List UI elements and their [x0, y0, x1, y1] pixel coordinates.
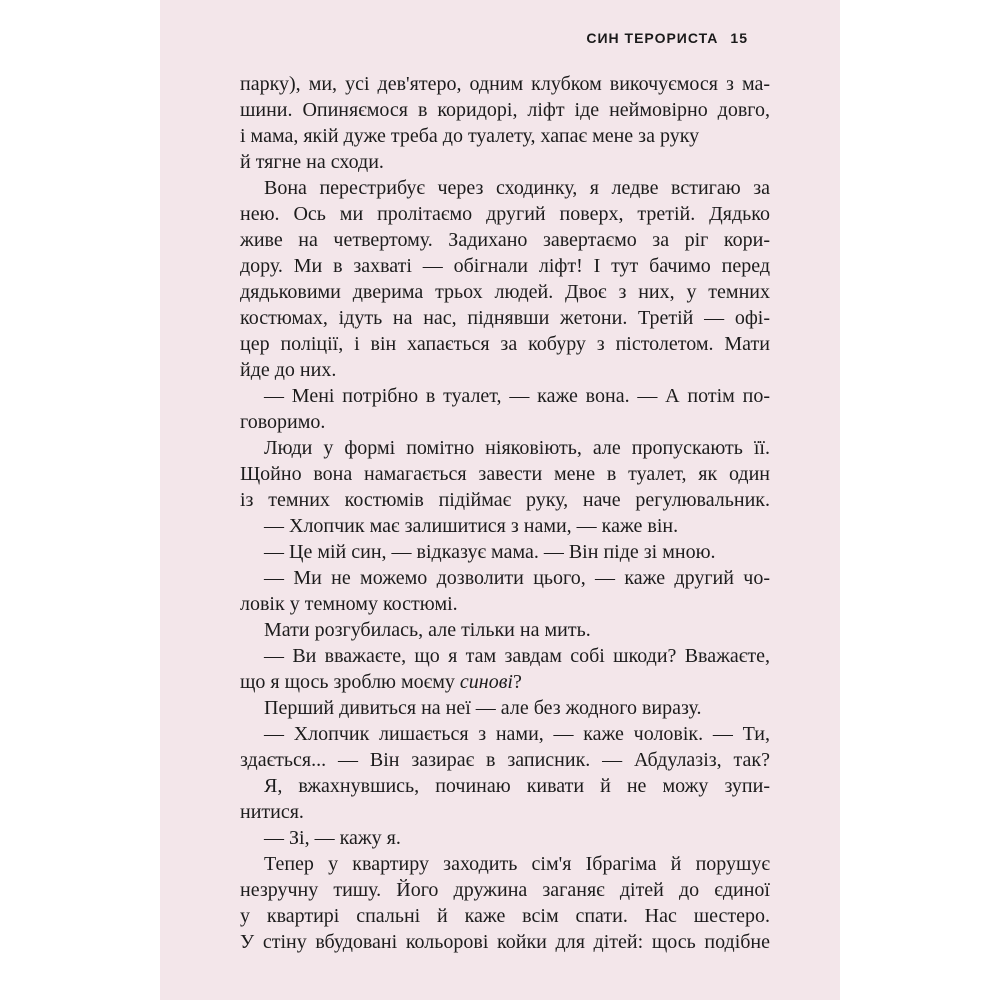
text-line: й тягне на сходи.: [240, 151, 384, 173]
text-line: і мама, якій дуже треба до туалету, хапає мене за руку: [240, 125, 700, 147]
text-line: костюмах, ідуть на нас, піднявши жетони. Третій — офі-: [240, 307, 770, 329]
text-line: шини. Опиняємося в коридорі, ліфт іде неймовірно довго,: [240, 99, 770, 121]
text-line: цер поліції, і він хапається за кобуру з пістолетом. Мати: [240, 333, 770, 355]
running-title: СИН ТЕРОРИСТА: [586, 30, 719, 46]
text-line: дядьковими дверима трьох людей. Двоє з них, у темних: [240, 281, 770, 303]
dialogue-line: — Хлопчик лишається з нами, — каже чоловік. — Ти,: [264, 723, 770, 745]
text-line: здається... — Він зазирає в записник. — Абдулазіз, так?: [240, 749, 770, 771]
dialogue-line: — Зі, — кажу я.: [264, 827, 401, 849]
emphasized-word: синові: [459, 671, 513, 693]
dialogue-line: — Хлопчик має залишитися з нами, — каже він.: [264, 515, 679, 537]
text-line: Перший дивиться на неї — але без жодного виразу.: [264, 697, 702, 719]
dialogue-line: — Мені потрібно в туалет, — каже вона. — А потім по-: [264, 385, 770, 407]
text-line: У стіну вбудовані кольорові койки для дітей: щось подібне: [240, 931, 770, 953]
line-text-after: ?: [512, 671, 522, 693]
text-line: Люди у формі помітно ніяковіють, але пропускають її.: [264, 437, 770, 459]
text-line: дору. Ми в захваті — обігнали ліфт! І тут бачимо перед: [240, 255, 770, 277]
text-line: Щойно вона намагається завести мене в туалет, як один: [240, 463, 770, 485]
text-line: нею. Ось ми пролітаємо другий поверх, третій. Дядько: [240, 203, 770, 225]
text-line: говоримо.: [240, 411, 326, 433]
line-text-before: що я щось зроблю моєму: [240, 671, 460, 693]
text-line: живе на четвертому. Задихано завертаємо за ріг кори-: [240, 229, 770, 251]
text-line: парку), ми, усі дев'ятеро, одним клубком викочуємося з ма-: [240, 73, 770, 95]
running-head: [586, 30, 748, 46]
dialogue-line: — Це мій син, — відказує мама. — Він піде зі мною.: [264, 541, 716, 563]
text-line-with-emphasis: [240, 669, 770, 695]
book-page: [160, 0, 840, 1000]
text-line: ловік у темному костюмі.: [240, 593, 458, 615]
text-line: Вона перестрибує через сходинку, я ледве встигаю за: [264, 177, 770, 199]
page-number: 15: [730, 30, 748, 46]
text-line: нитися.: [240, 801, 304, 823]
dialogue-line: — Ми не можемо дозволити цього, — каже другий чо-: [264, 567, 770, 589]
dialogue-line: — Ви вважаєте, що я там завдам собі шкоди? Вважаєте,: [264, 645, 770, 667]
text-line: Я, вжахнувшись, починаю кивати й не можу зупи-: [264, 775, 770, 797]
text-line: незручну тишу. Його дружина заганяє дітей до єдиної: [240, 879, 770, 901]
text-line: Тепер у квартиру заходить сім'я Ібрагіма й порушує: [264, 853, 770, 875]
text-line: Мати розгубилась, але тільки на мить.: [264, 619, 591, 641]
text-line: у квартирі спальні й каже всім спати. Нас шестеро.: [240, 905, 770, 927]
text-line: йде до них.: [240, 359, 337, 381]
text-line: із темних костюмів підіймає руку, наче регулювальник.: [240, 489, 770, 511]
body-text: [240, 71, 770, 955]
